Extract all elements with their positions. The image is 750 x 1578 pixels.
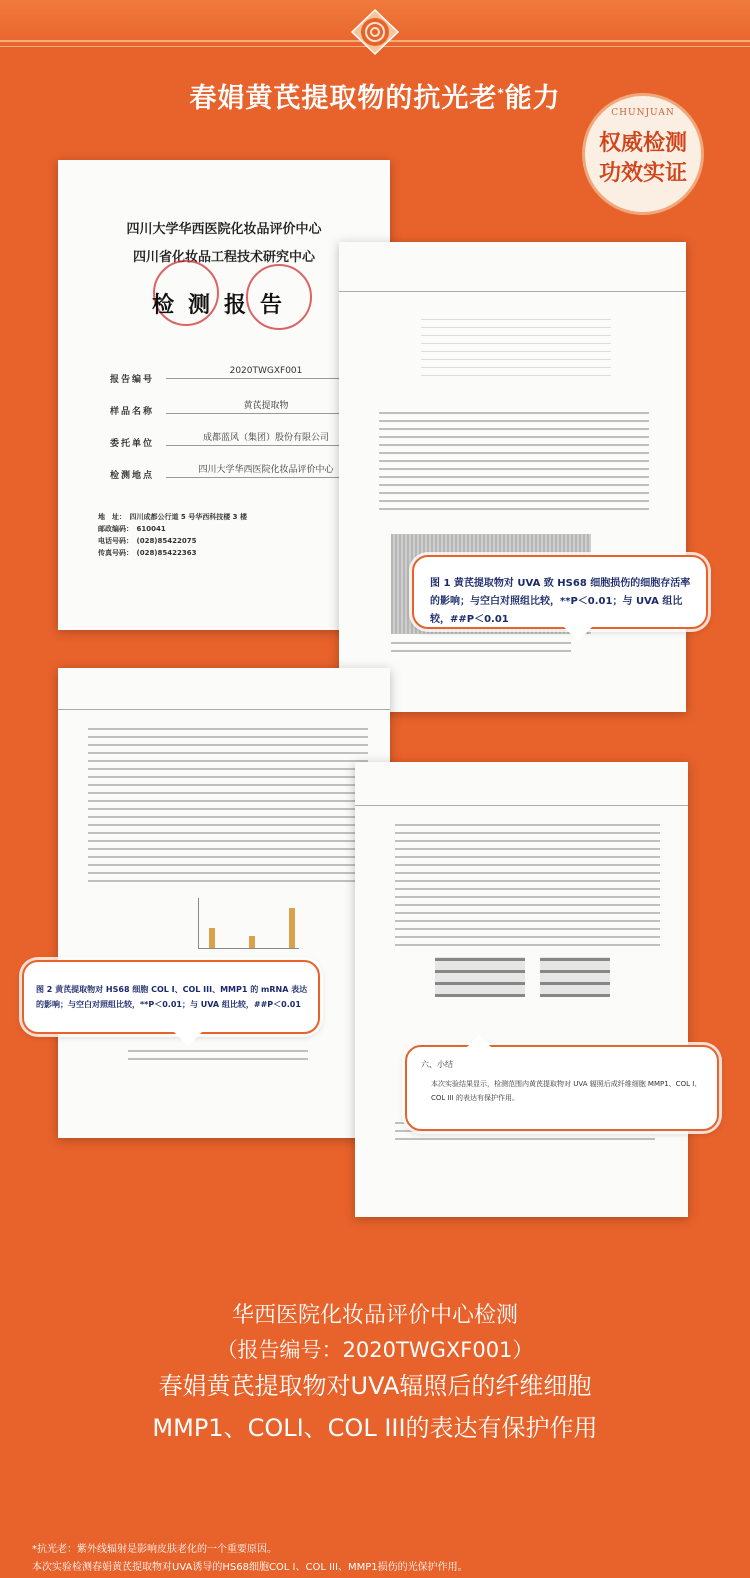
report-page-protein xyxy=(355,762,688,1217)
figure-caption-block xyxy=(391,642,571,658)
field-label: 检测地点 xyxy=(110,471,155,481)
callout-tail xyxy=(467,1035,491,1047)
seal-line1: 权威检测 xyxy=(598,131,687,156)
primer-table xyxy=(421,312,611,376)
body-text-block xyxy=(88,728,368,888)
report-page-mrna xyxy=(58,668,390,1138)
western-blot-image xyxy=(435,957,525,997)
callout-tail xyxy=(564,627,592,641)
page-number-mark xyxy=(355,1182,688,1188)
cover-org1: 四川大学华西医院化妆品评价中心 xyxy=(126,222,322,237)
address-line: 邮政编码： 610041 xyxy=(98,525,166,533)
page-number-mark xyxy=(339,682,686,688)
address-line: 地 址： 四川成都公行道 5 号华西科技楼 3 楼 xyxy=(98,513,247,521)
body-text-block xyxy=(379,412,649,516)
mrna-bar-chart xyxy=(198,898,299,949)
bottom-line2: （报告编号：2020TWGXF001） xyxy=(216,1338,534,1362)
seal-line2: 功效实证 xyxy=(598,161,687,186)
body-text-block xyxy=(395,824,660,952)
rose-emblem-icon xyxy=(348,8,402,56)
seal-brand: CHUNJUAN xyxy=(611,108,675,118)
callout-figure2-text: 图 2 黄芪提取物对 HS68 细胞 COL I、COL III、MMP1 的 mRNA 表达的影响；与空白对照组比较，**P＜0.01；与 UVA 组比较，##P＜0.01 xyxy=(36,985,308,1009)
western-blot-image xyxy=(540,957,610,997)
footnote-2: 本次实验检测春娟黄芪提取物对UVA诱导的HS68细胞COL I、COL III、MMP1损伤的光保护作用。 xyxy=(32,1562,468,1573)
field-label: 委托单位 xyxy=(110,439,155,449)
field-value: 四川大学华西医院化妆品评价中心 xyxy=(166,462,366,478)
bottom-line4: MMP1、COLI、COL III的表达有保护作用 xyxy=(152,1414,598,1442)
callout-summary-heading: 六、小结 xyxy=(421,1060,453,1069)
page-header-rule xyxy=(58,700,390,710)
footnote-1: *抗光老：紫外线辐射是影响皮肤老化的一个重要原因。 xyxy=(32,1544,277,1555)
page-title: 春娟黄芪提取物的抗光老*能力 xyxy=(189,83,561,114)
figure-caption-block xyxy=(128,1050,308,1066)
callout-figure1 xyxy=(412,555,708,629)
field-value: 成都蓝风（集团）股份有限公司 xyxy=(166,430,366,446)
field-label: 报告编号 xyxy=(110,375,155,385)
cover-org2: 四川省化妆品工程技术研究中心 xyxy=(132,250,315,265)
page-header-rule xyxy=(339,282,686,292)
callout-summary-text: 本次实验结果显示，检测范围内黄芪提取物对 UVA 辐照后成纤维细胞 MMP1、COL I、COL III 的表达有保护作用。 xyxy=(431,1080,702,1102)
field-value: 2020TWGXF001 xyxy=(166,366,366,379)
field-label: 样品名称 xyxy=(110,407,155,417)
address-line: 传真号码： (028)85422363 xyxy=(98,549,197,557)
address-line: 电话号码： (028)85422075 xyxy=(98,537,197,545)
callout-summary xyxy=(405,1045,719,1131)
cover-report-title: 检测报告 xyxy=(151,293,296,318)
field-value: 黄芪提取物 xyxy=(166,398,366,414)
callout-figure1-text: 图 1 黄芪提取物对 UVA 致 HS68 细胞损伤的细胞存活率的影响；与空白对照组比较，**P＜0.01；与 UVA 组比较，##P＜0.01 xyxy=(430,578,691,625)
bottom-line3: 春娟黄芪提取物对UVA辐照后的纤维细胞 xyxy=(158,1372,592,1400)
page-number-mark xyxy=(58,1108,390,1114)
callout-tail xyxy=(174,1032,202,1046)
callout-figure2 xyxy=(22,960,320,1034)
page-header-rule xyxy=(355,796,688,806)
authority-seal xyxy=(585,96,701,212)
bottom-line1: 华西医院化妆品评价中心检测 xyxy=(231,1303,518,1328)
report-page-methods xyxy=(339,242,686,712)
